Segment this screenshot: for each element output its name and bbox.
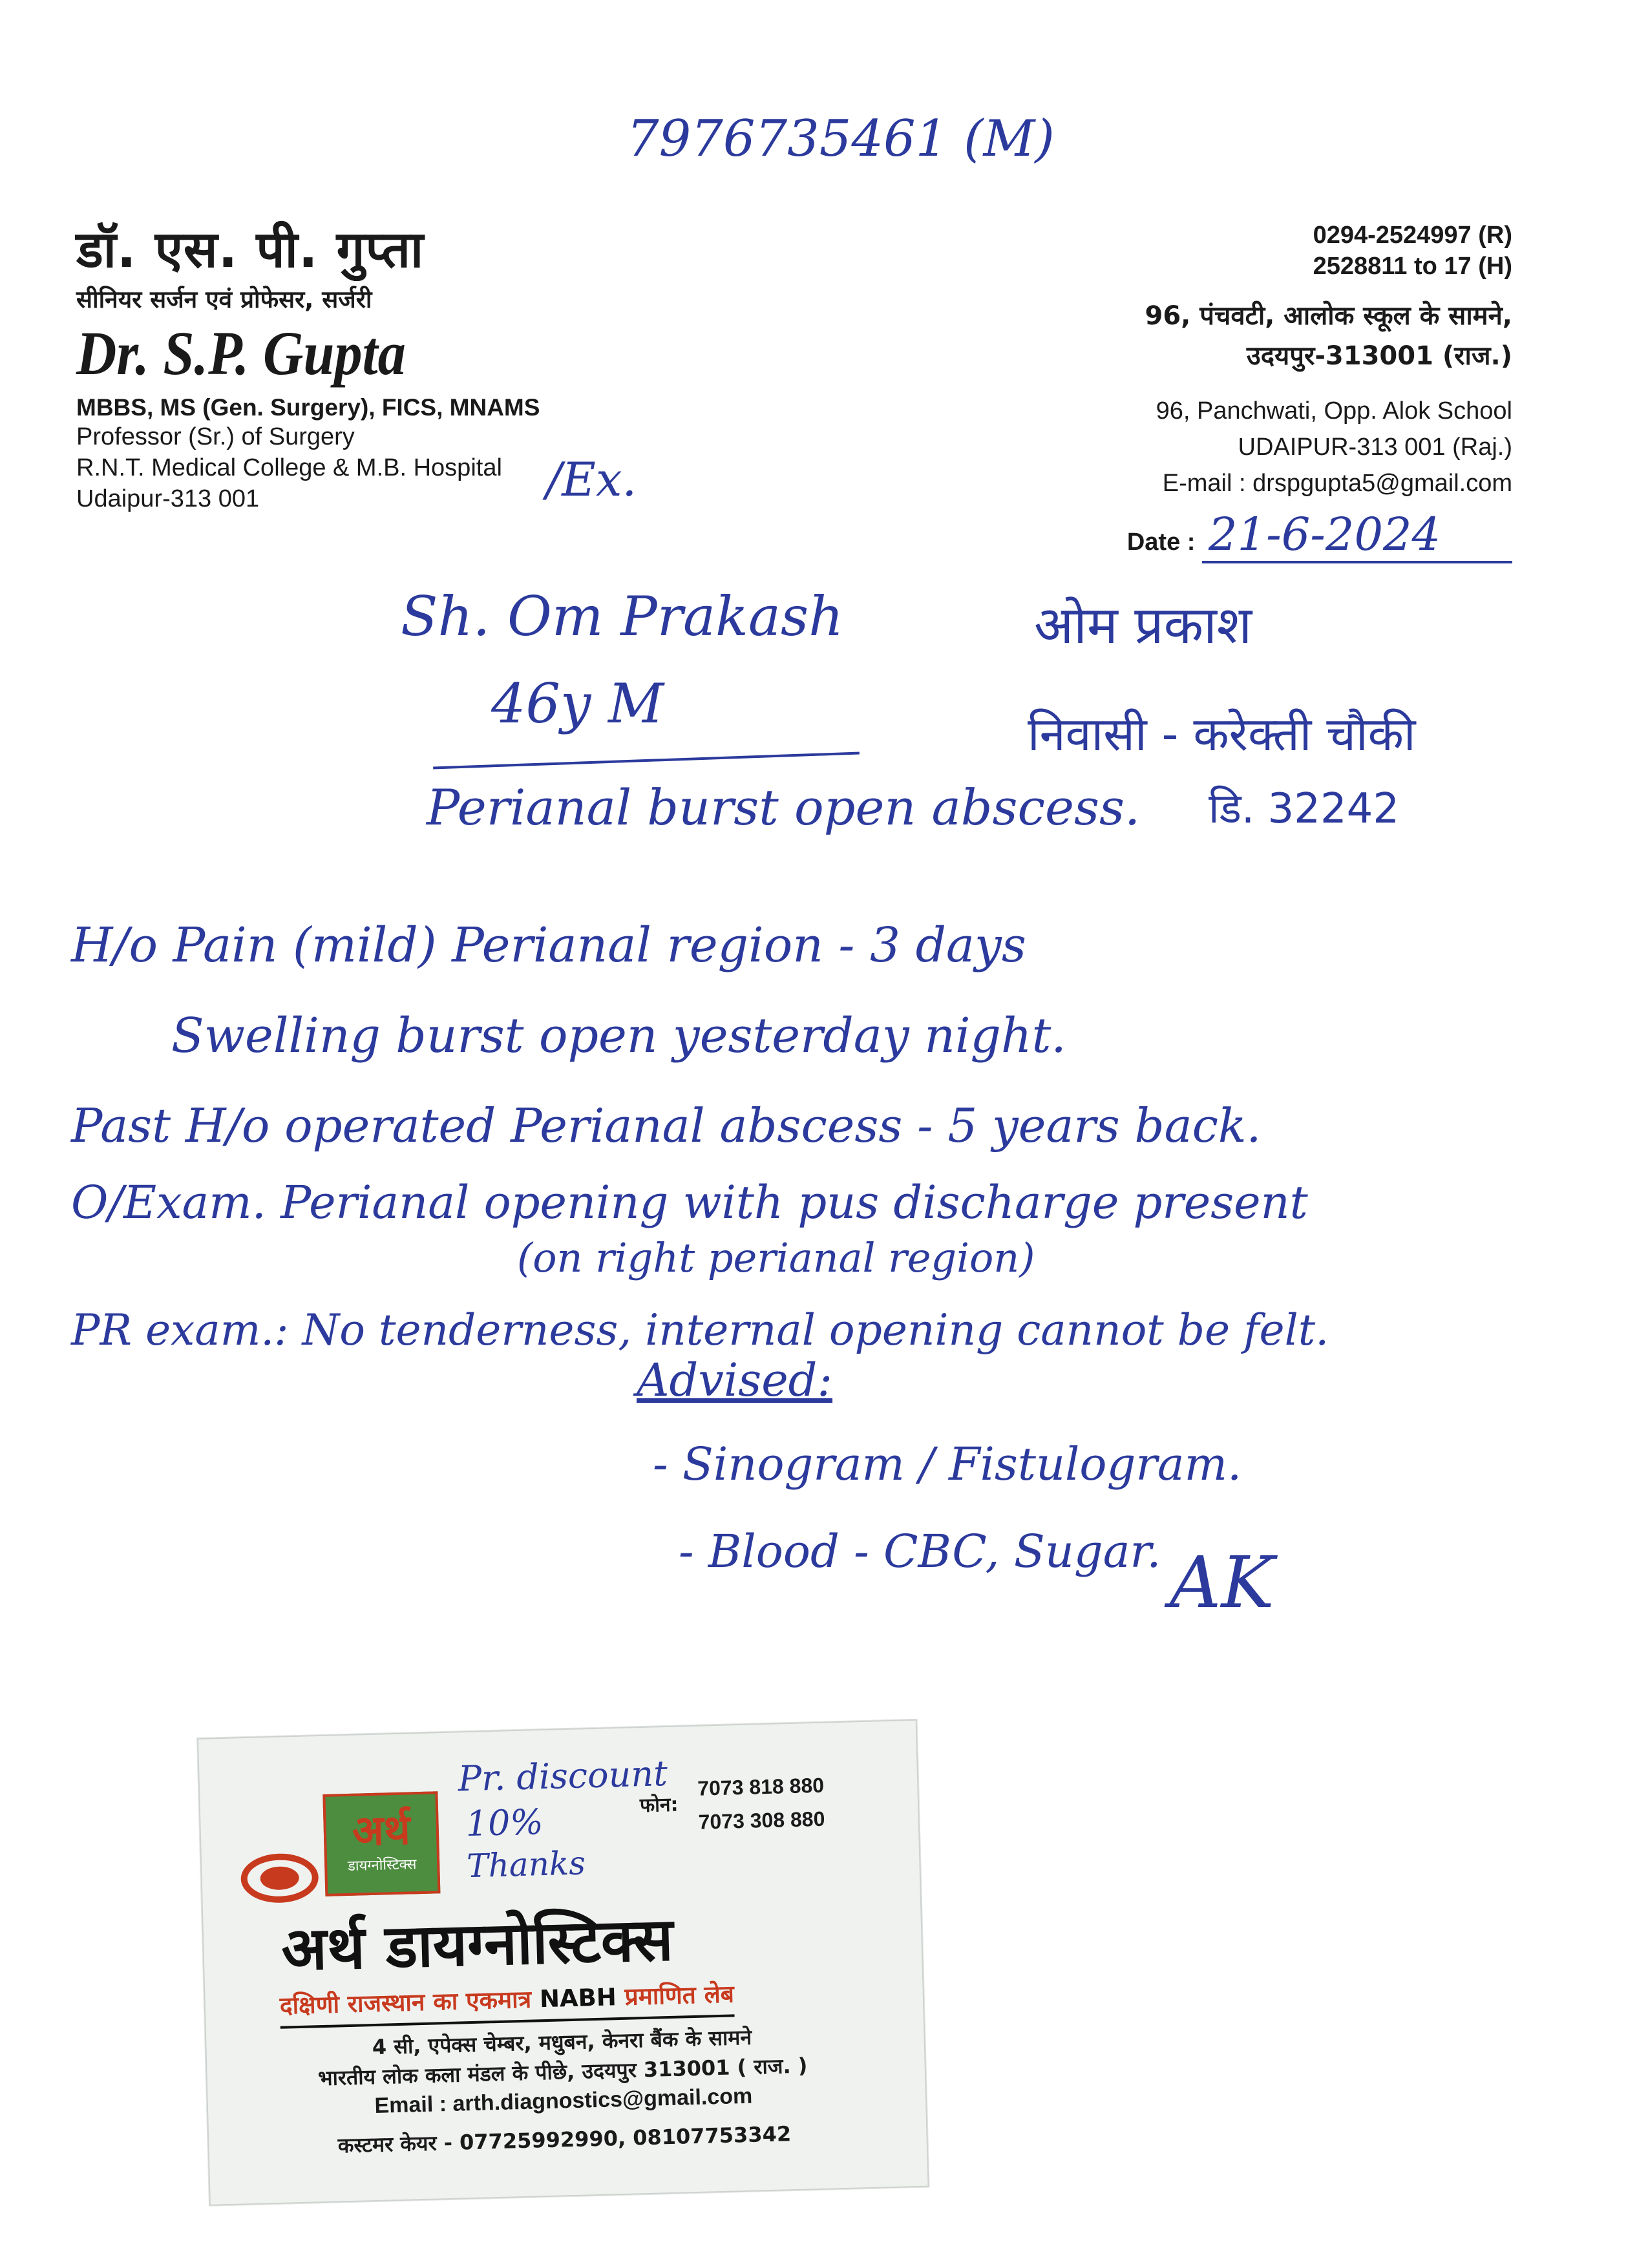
address-english-line2: UDAIPUR-313 001 (Raj.) — [1238, 434, 1512, 461]
card-address — [290, 2020, 834, 2094]
patient-name-hindi: ओम प्रकाश — [1034, 595, 1252, 655]
history-line-6: PR exam.: No tenderness, internal opening cannot be felt. — [71, 1305, 1329, 1355]
logo-subtext: डायग्नोस्टिक्स — [347, 1856, 417, 1874]
company-logo — [322, 1791, 440, 1896]
card-phone-2: 7073 308 880 — [698, 1807, 825, 1834]
patient-name-english: Sh. Om Prakash — [401, 585, 844, 648]
history-line-2: Swelling burst open yesterday night. — [171, 1008, 1066, 1064]
advised-label: Advised: — [637, 1354, 833, 1407]
diagnosis: Perianal burst open abscess. — [427, 779, 1141, 836]
doctor-designation-hindi: सीनियर सर्जन एवं प्रोफेसर, सर्जरी — [76, 286, 372, 313]
doctor-qualifications: MBBS, MS (Gen. Surgery), FICS, MNAMS — [76, 394, 540, 421]
card-tagline-pre: दक्षिणी राजस्थान का एकमात्र — [279, 1985, 532, 2020]
history-line-5: (on right perianal region) — [517, 1234, 1035, 1281]
card-company-name: अर्थ डायग्नोस्टिक्स — [280, 1904, 674, 1984]
margin-mark: /Ex. — [546, 452, 637, 507]
history-line-3: Past H/o operated Perianal abscess - 5 years back. — [71, 1098, 1262, 1153]
letterhead-contact-block — [1127, 220, 1512, 563]
doctor-institution: R.N.T. Medical College & M.B. Hospital — [76, 454, 502, 481]
card-email: Email : arth.diagnostics@gmail.com — [374, 2083, 753, 2119]
email-address: drspgupta5@gmail.com — [1252, 470, 1512, 497]
advice-line-1: - Sinogram / Fistulogram. — [653, 1438, 1242, 1491]
doctor-name-hindi: डॉ. एस. पी. गुप्ता — [76, 221, 425, 279]
card-handwritten-line-3: Thanks — [466, 1844, 586, 1885]
history-line-4: O/Exam. Perianal opening with pus discharge present — [71, 1176, 1308, 1229]
logo-text: अर्थ — [351, 1806, 411, 1856]
card-customer-care: कस्टमर केयर - 07725992990, 08107753342 — [337, 2121, 792, 2158]
signature: AK — [1170, 1541, 1274, 1624]
card-handwritten-line-2: 10% — [465, 1801, 544, 1845]
doctor-name-english: Dr. S.P. Gupta — [76, 319, 406, 388]
doctor-position: Professor (Sr.) of Surgery — [76, 423, 355, 450]
address-hindi-line1: 96, पंचवटी, आलोक स्कूल के सामने, — [1145, 301, 1512, 331]
patient-underline — [433, 751, 860, 769]
patient-residence-hindi-line2: डि. 32242 — [1209, 785, 1400, 833]
date-row — [1127, 508, 1512, 563]
card-phone-1: 7073 818 880 — [697, 1773, 825, 1800]
phone-hospital: 2528811 to 17 (H) — [1313, 253, 1512, 280]
email-label: E-mail : — [1162, 470, 1246, 497]
phone-residence: 0294-2524997 (R) — [1313, 222, 1512, 249]
date-label: Date : — [1126, 529, 1196, 556]
advice-line-2: - Blood - CBC, Sugar. — [679, 1525, 1161, 1578]
email-row — [1127, 465, 1512, 501]
doctor-city: Udaipur-313 001 — [76, 485, 260, 512]
card-phones — [697, 1769, 825, 1839]
card-address-line2: भारतीय लोक कला मंडल के पीछे, उदयपुर 313001 ( राज. ) — [317, 2053, 808, 2091]
date-value: 21-6-2024 — [1202, 508, 1512, 563]
card-handwritten-line-1: Pr. discount — [457, 1752, 668, 1800]
address-hindi-line2: उदयपुर-313001 (राज.) — [1246, 341, 1512, 371]
business-card — [197, 1719, 929, 2206]
handwritten-phone-number: 7976735461 (M) — [627, 110, 1055, 168]
card-tagline-nabh: NABH — [539, 1983, 617, 2013]
patient-age-sex: 46y M — [491, 672, 664, 735]
history-line-1: H/o Pain (mild) Perianal region - 3 days — [71, 918, 1026, 973]
card-address-line1: 4 सी, एपेक्स चेम्बर, मधुबन, केनरा बैंक के सामने — [372, 2024, 752, 2060]
card-phone-label: फोन: — [639, 1793, 679, 1818]
card-tagline-post: प्रमाणित लेब — [624, 1980, 735, 2011]
address-english-line1: 96, Panchwati, Opp. Alok School — [1156, 397, 1512, 425]
letterhead-doctor-block — [76, 213, 593, 514]
patient-residence-hindi-line1: निवासी - करेक्ती चौकी — [1028, 707, 1416, 761]
